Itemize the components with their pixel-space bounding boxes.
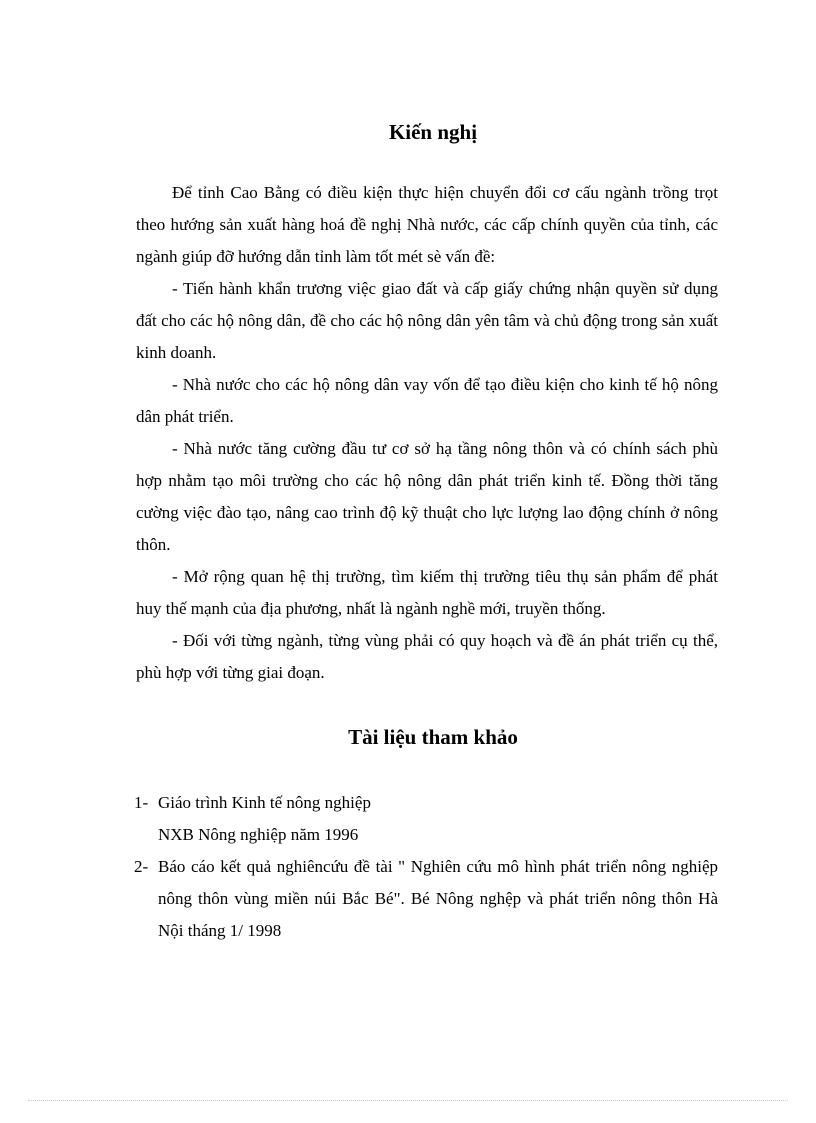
reference-item <box>136 851 718 947</box>
reference-number: 2- <box>134 857 149 876</box>
recommendation-item: - Đối với từng ngành, từng vùng phải có quy hoạch và đề án phát triển cụ thể, phù hợp với từng giai đoạn. <box>136 631 718 682</box>
reference-item <box>136 787 718 851</box>
references-title: Tài liệu tham khảo <box>348 725 518 749</box>
page-title: Kiến nghị <box>388 120 478 144</box>
reference-title: Giáo trình Kinh tế nông nghiệp <box>158 793 371 812</box>
reference-text: Báo cáo kết quả nghiêncứu đề tài " Nghiên cứu mô hình phát triển nông nghiệp nông thôn vùng miền núi Bắc Bé". Bé Nông nghệp và phát triển nông thôn Hà Nội tháng 1/ 1998 <box>158 857 718 940</box>
references-list <box>136 787 718 947</box>
recommendation-item: - Nhà nước cho các hộ nông dân vay vốn để tạo điều kiện cho kinh tế hộ nông dân phát triển. <box>136 375 718 426</box>
page-bottom-divider <box>28 1100 788 1101</box>
recommendation-item: - Mở rộng quan hệ thị trường, tìm kiếm thị trường tiêu thụ sản phẩm để phát huy thế mạnh của địa phương, nhất là ngành nghề mới, truyền thống. <box>136 567 718 618</box>
document-content <box>136 112 718 947</box>
intro-paragraph: Để tỉnh Cao Bằng có điều kiện thực hiện chuyển đổi cơ cấu ngành trồng trọt theo hướng sản xuất hàng hoá đề nghị Nhà nước, các cấp chính quyền của tỉnh, các ngành giúp đỡ hướng dẫn tỉnh làm tốt mét sè vấn đề: <box>136 183 718 266</box>
reference-publisher: NXB Nông nghiệp năm 1996 <box>158 825 359 844</box>
recommendations-section <box>136 177 718 689</box>
reference-number: 1- <box>134 793 149 812</box>
recommendation-item: - Nhà nước tăng cường đầu tư cơ sở hạ tầng nông thôn và có chính sách phù hợp nhằm tạo môi trường cho các hộ nông dân phát triển kinh tế. Đồng thời tăng cường việc đào tạo, nâng cao trình độ kỹ thuật cho lực lượng lao động chính ở nông thôn. <box>136 439 718 554</box>
recommendation-item: - Tiến hành khẩn trương việc giao đất và cấp giấy chứng nhận quyền sử dụng đất cho các hộ nông dân, đề cho các hộ nông dân yên tâm và chủ động trong sản xuất kinh doanh. <box>136 279 718 362</box>
